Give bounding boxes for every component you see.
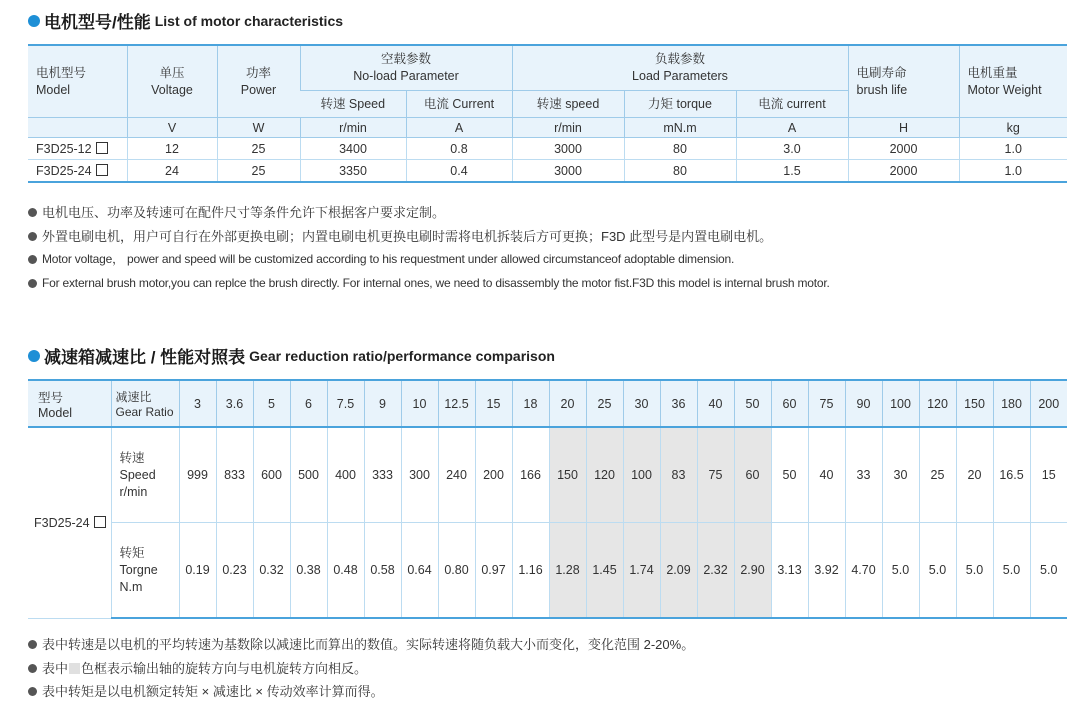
unit-cell: V bbox=[127, 118, 217, 138]
ratio-cell: 150 bbox=[956, 380, 993, 427]
note-line: 表中 色框表示输出轴的旋转方向与电机旋转方向相反。 bbox=[28, 657, 694, 681]
table-cell: 3400 bbox=[300, 138, 406, 160]
header-brush-life: 电刷寿命 brush life bbox=[848, 45, 959, 118]
ratio-cell: 5 bbox=[253, 380, 290, 427]
speed-cell: 200 bbox=[475, 427, 512, 523]
section-title-cn: 电机型号/性能 bbox=[44, 13, 151, 32]
torque-cell: 3.13 bbox=[771, 523, 808, 619]
speed-cell: 150 bbox=[549, 427, 586, 523]
speed-cell: 15 bbox=[1030, 427, 1067, 523]
speed-cell: 20 bbox=[956, 427, 993, 523]
ratio-cell: 36 bbox=[660, 380, 697, 427]
speed-cell: 40 bbox=[808, 427, 845, 523]
speed-cell: 400 bbox=[327, 427, 364, 523]
gear-header-row bbox=[28, 380, 1067, 427]
torque-cell: 3.92 bbox=[808, 523, 845, 619]
torque-cell: 0.19 bbox=[179, 523, 216, 619]
header-nl-current: 电流 Current bbox=[406, 91, 512, 118]
ratio-cell: 15 bbox=[475, 380, 512, 427]
bullet-icon bbox=[28, 640, 37, 649]
bullet-dot-icon bbox=[28, 15, 40, 27]
header-l-current: 电流 current bbox=[736, 91, 848, 118]
torque-cell: 0.23 bbox=[216, 523, 253, 619]
note-line: 电机电压、功率及转速可在配件尺寸等条件允许下根据客户要求定制。 bbox=[28, 201, 772, 225]
torque-cell: 0.38 bbox=[290, 523, 327, 619]
notes-motor-en bbox=[28, 248, 830, 295]
speed-cell: 33 bbox=[845, 427, 882, 523]
bullet-icon bbox=[28, 279, 37, 288]
torque-cell: 2.32 bbox=[697, 523, 734, 619]
header-l-speed: 转速 speed bbox=[512, 91, 624, 118]
section-title-gear bbox=[28, 343, 555, 368]
speed-cell: 833 bbox=[216, 427, 253, 523]
motor-characteristics-table bbox=[28, 44, 1067, 183]
header-noload: 空载参数 No-load Parameter bbox=[300, 45, 512, 91]
table-cell: 12 bbox=[127, 138, 217, 160]
header-nl-speed: 转速 Speed bbox=[300, 91, 406, 118]
bullet-dot-icon bbox=[28, 350, 40, 362]
bullet-icon bbox=[28, 664, 37, 673]
note-line: 表中转矩是以电机额定转矩 × 减速比 × 传动效率计算而得。 bbox=[28, 680, 694, 704]
table-cell: 2000 bbox=[848, 138, 959, 160]
note-line: For external brush motor,you can replce the brush directly. For internal ones, we need to disassembly the motor fist.F3D this model is internal brush motor. bbox=[28, 272, 830, 296]
header-l-torque: 力矩 torque bbox=[624, 91, 736, 118]
note-line: 表中转速是以电机的平均转速为基数除以减速比而算出的数值。实际转速将随负载大小而变化，变化范围 2-20%。 bbox=[28, 633, 694, 657]
ratio-cell: 60 bbox=[771, 380, 808, 427]
table-cell: 24 bbox=[127, 160, 217, 183]
ratio-cell: 9 bbox=[364, 380, 401, 427]
table-cell: 25 bbox=[217, 138, 300, 160]
checkbox-icon bbox=[94, 516, 106, 528]
checkbox-icon bbox=[96, 164, 108, 176]
table-cell: 3350 bbox=[300, 160, 406, 183]
section-title-cn: 减速箱减速比 / 性能对照表 bbox=[44, 348, 246, 367]
torque-cell: 1.45 bbox=[586, 523, 623, 619]
section-title-en: Gear reduction ratio/performance comparison bbox=[249, 347, 555, 364]
speed-cell: 120 bbox=[586, 427, 623, 523]
table-cell: 25 bbox=[217, 160, 300, 183]
torque-cell: 0.58 bbox=[364, 523, 401, 619]
speed-cell: 25 bbox=[919, 427, 956, 523]
ratio-cell: 10 bbox=[401, 380, 438, 427]
table-cell: 1.5 bbox=[736, 160, 848, 183]
table-cell: 80 bbox=[624, 138, 736, 160]
speed-cell: 83 bbox=[660, 427, 697, 523]
torque-cell: 2.90 bbox=[734, 523, 771, 619]
speed-row bbox=[28, 427, 1067, 523]
unit-cell: r/min bbox=[300, 118, 406, 138]
table-cell: 1.0 bbox=[959, 160, 1067, 183]
table-cell: 3000 bbox=[512, 138, 624, 160]
table-cell: 0.8 bbox=[406, 138, 512, 160]
ratio-cell: 6 bbox=[290, 380, 327, 427]
ratio-cell: 120 bbox=[919, 380, 956, 427]
ratio-cell: 90 bbox=[845, 380, 882, 427]
torque-cell: 2.09 bbox=[660, 523, 697, 619]
speed-cell: 166 bbox=[512, 427, 549, 523]
ratio-cell: 25 bbox=[586, 380, 623, 427]
table-row bbox=[28, 138, 1067, 160]
model-cell: F3D25-24 bbox=[28, 427, 111, 618]
ratio-cell: 7.5 bbox=[327, 380, 364, 427]
table-cell: 3.0 bbox=[736, 138, 848, 160]
ratio-cell: 30 bbox=[623, 380, 660, 427]
note-line: Motor voltage， power and speed will be customized according to his requestment under allowed circumstanceof adoptable dimension. bbox=[28, 248, 830, 272]
ratio-cell: 75 bbox=[808, 380, 845, 427]
bullet-icon bbox=[28, 232, 37, 241]
unit-cell bbox=[28, 118, 127, 138]
unit-cell: W bbox=[217, 118, 300, 138]
header-voltage: 单压 Voltage bbox=[127, 45, 217, 118]
ratio-cell: 18 bbox=[512, 380, 549, 427]
torque-cell: 5.0 bbox=[993, 523, 1030, 619]
header-model: 型号 Model bbox=[28, 380, 111, 427]
torque-cell: 0.97 bbox=[475, 523, 512, 619]
speed-cell: 75 bbox=[697, 427, 734, 523]
torque-cell: 0.48 bbox=[327, 523, 364, 619]
speed-cell: 16.5 bbox=[993, 427, 1030, 523]
table-cell: 2000 bbox=[848, 160, 959, 183]
header-load: 负载参数 Load Parameters bbox=[512, 45, 848, 91]
unit-cell: mN.m bbox=[624, 118, 736, 138]
speed-cell: 60 bbox=[734, 427, 771, 523]
speed-label: 转速 Speed r/min bbox=[111, 427, 179, 523]
table-cell: 0.4 bbox=[406, 160, 512, 183]
speed-cell: 600 bbox=[253, 427, 290, 523]
torque-cell: 5.0 bbox=[1030, 523, 1067, 619]
header-motor-weight: 电机重量 Motor Weight bbox=[959, 45, 1067, 118]
header-gear-ratio: 减速比 Gear Ratio bbox=[111, 380, 179, 427]
unit-cell: kg bbox=[959, 118, 1067, 138]
torque-cell: 0.80 bbox=[438, 523, 475, 619]
torque-cell: 5.0 bbox=[882, 523, 919, 619]
table-cell: 1.0 bbox=[959, 138, 1067, 160]
torque-cell: 1.74 bbox=[623, 523, 660, 619]
torque-label: 转矩 Torgne N.m bbox=[111, 523, 179, 619]
notes-gear bbox=[28, 633, 694, 704]
header-power: 功率 Power bbox=[217, 45, 300, 118]
table-cell: 3000 bbox=[512, 160, 624, 183]
torque-cell: 4.70 bbox=[845, 523, 882, 619]
ratio-cell: 100 bbox=[882, 380, 919, 427]
speed-cell: 50 bbox=[771, 427, 808, 523]
torque-cell: 1.28 bbox=[549, 523, 586, 619]
ratio-cell: 180 bbox=[993, 380, 1030, 427]
speed-cell: 999 bbox=[179, 427, 216, 523]
table-row bbox=[28, 160, 1067, 183]
ratio-cell: 40 bbox=[697, 380, 734, 427]
section-title-motor bbox=[28, 8, 343, 33]
torque-cell: 1.16 bbox=[512, 523, 549, 619]
unit-cell: A bbox=[406, 118, 512, 138]
ratio-cell: 3 bbox=[179, 380, 216, 427]
units-row bbox=[28, 118, 1067, 138]
unit-cell: r/min bbox=[512, 118, 624, 138]
gear-ratio-table bbox=[28, 379, 1067, 619]
checkbox-icon bbox=[96, 142, 108, 154]
shade-swatch-icon bbox=[69, 663, 80, 674]
unit-cell: H bbox=[848, 118, 959, 138]
torque-row bbox=[28, 523, 1067, 619]
notes-motor bbox=[28, 201, 772, 248]
model-cell: F3D25-12 bbox=[28, 138, 127, 160]
ratio-cell: 3.6 bbox=[216, 380, 253, 427]
bullet-icon bbox=[28, 687, 37, 696]
unit-cell: A bbox=[736, 118, 848, 138]
torque-cell: 5.0 bbox=[919, 523, 956, 619]
table-cell: 80 bbox=[624, 160, 736, 183]
bullet-icon bbox=[28, 255, 37, 264]
section-title-en: List of motor characteristics bbox=[154, 12, 344, 29]
note-line: 外置电刷电机，用户可自行在外部更换电刷；内置电刷电机更换电刷时需将电机拆装后方可更换；F3D 此型号是内置电刷电机。 bbox=[28, 225, 772, 249]
torque-cell: 0.64 bbox=[401, 523, 438, 619]
bullet-icon bbox=[28, 208, 37, 217]
header-model: 电机型号 Model bbox=[28, 45, 127, 118]
model-cell: F3D25-24 bbox=[28, 160, 127, 183]
speed-cell: 333 bbox=[364, 427, 401, 523]
torque-cell: 0.32 bbox=[253, 523, 290, 619]
speed-cell: 300 bbox=[401, 427, 438, 523]
speed-cell: 240 bbox=[438, 427, 475, 523]
ratio-cell: 200 bbox=[1030, 380, 1067, 427]
torque-cell: 5.0 bbox=[956, 523, 993, 619]
speed-cell: 30 bbox=[882, 427, 919, 523]
ratio-cell: 12.5 bbox=[438, 380, 475, 427]
ratio-cell: 50 bbox=[734, 380, 771, 427]
speed-cell: 100 bbox=[623, 427, 660, 523]
ratio-cell: 20 bbox=[549, 380, 586, 427]
speed-cell: 500 bbox=[290, 427, 327, 523]
